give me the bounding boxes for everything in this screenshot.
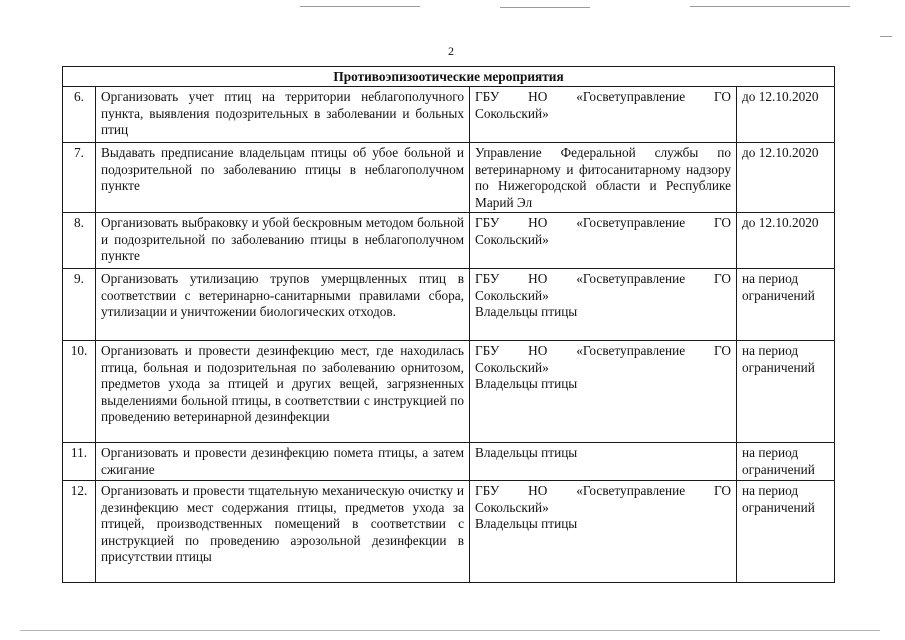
executor-cell: [470, 87, 737, 143]
scan-artifact-bottom: [20, 630, 880, 631]
row-number: 6.: [63, 87, 96, 143]
action-cell: Организовать утилизацию трупов умерщвленных птиц в соответствии с ветеринарно-санитарными правилами сбора, утилизации и уничтожении биологических отходов.: [96, 269, 470, 341]
action-cell: Организовать выбраковку и убой бескровным методом больной и подозрительной по заболеванию птицы в неблагополучном пункте: [96, 213, 470, 269]
scan-artifact-top: [690, 6, 850, 7]
table-row: [63, 87, 835, 143]
table-row: [63, 341, 835, 443]
scan-artifact-right: [880, 36, 892, 37]
executor-cell: [470, 269, 737, 341]
executor-line: Сокольский»: [475, 105, 549, 121]
page-number: 2: [448, 44, 454, 58]
row-number: 8.: [63, 213, 96, 269]
executor-line: ГБУ НО «Госветуправление ГО: [475, 483, 731, 499]
owners-line: Владельцы птицы: [475, 376, 578, 392]
table-row: [63, 443, 835, 481]
executor-line: Сокольский»: [475, 499, 549, 515]
term-cell: на период ограничений: [737, 341, 835, 443]
term-cell: на период ограничений: [737, 443, 835, 481]
executor-line: ГБУ НО «Госветуправление ГО: [475, 89, 731, 105]
row-number: 11.: [63, 443, 96, 481]
owners-line: Владельцы птицы: [475, 516, 578, 532]
row-number: 12.: [63, 481, 96, 583]
row-number: 10.: [63, 341, 96, 443]
table-row: [63, 481, 835, 583]
executor-cell: [470, 213, 737, 269]
executor-cell: [470, 481, 737, 583]
action-cell: Организовать и провести дезинфекцию помета птицы, а затем сжигание: [96, 443, 470, 481]
executor-line: Сокольский»: [475, 287, 549, 303]
row-number: 7.: [63, 143, 96, 213]
section-title: Противоэпизоотические мероприятия: [63, 67, 835, 87]
table-row: [63, 213, 835, 269]
scan-artifact-top: [300, 6, 420, 7]
term-cell: до 12.10.2020: [737, 213, 835, 269]
executor-line: Сокольский»: [475, 359, 549, 375]
executor-cell: [470, 341, 737, 443]
owners-line: Владельцы птицы: [475, 445, 578, 461]
action-cell: Организовать учет птиц на территории неблагополучного пункта, выявления подозрительных в заболевании и больных птиц: [96, 87, 470, 143]
executor-line: ГБУ НО «Госветуправление ГО: [475, 343, 731, 359]
executor-line: ГБУ НО «Госветуправление ГО: [475, 215, 731, 231]
row-number: 9.: [63, 269, 96, 341]
action-cell: Выдавать предписание владельцам птицы об убое больной и подозрительной по заболеванию птицы в неблагополучном пункте: [96, 143, 470, 213]
action-cell: Организовать и провести тщательную механическую очистку и дезинфекцию мест содержания птицы, предметов ухода за птицей, производственных помещений в соответствии с инструкцией по проведению аэрозольной дезинфекции в присутствии птицы: [96, 481, 470, 583]
action-cell: Организовать и провести дезинфекцию мест, где находилась птица, больная и подозрительная по заболеванию орнитозом, предметов ухода за птицей и других вещей, загрязненных выделениями больной птицы, в соответствии с инструкцией по проведению ветеринарной дезинфекции: [96, 341, 470, 443]
term-cell: на период ограничений: [737, 481, 835, 583]
measures-table: [62, 66, 835, 583]
executor-line: ГБУ НО «Госветуправление ГО: [475, 271, 731, 287]
owners-line: Владельцы птицы: [475, 304, 578, 320]
term-cell: на период ограничений: [737, 269, 835, 341]
executor-cell: [470, 443, 737, 481]
executor-line: Сокольский»: [475, 231, 549, 247]
term-cell: до 12.10.2020: [737, 143, 835, 213]
table-row: [63, 269, 835, 341]
executor-cell: Управление Федеральной службы по ветеринарному и фитосанитарному надзору по Нижегородской области и Республике Марий Эл: [470, 143, 737, 213]
scan-artifact-top: [500, 7, 590, 8]
table-row: [63, 143, 835, 213]
term-cell: до 12.10.2020: [737, 87, 835, 143]
